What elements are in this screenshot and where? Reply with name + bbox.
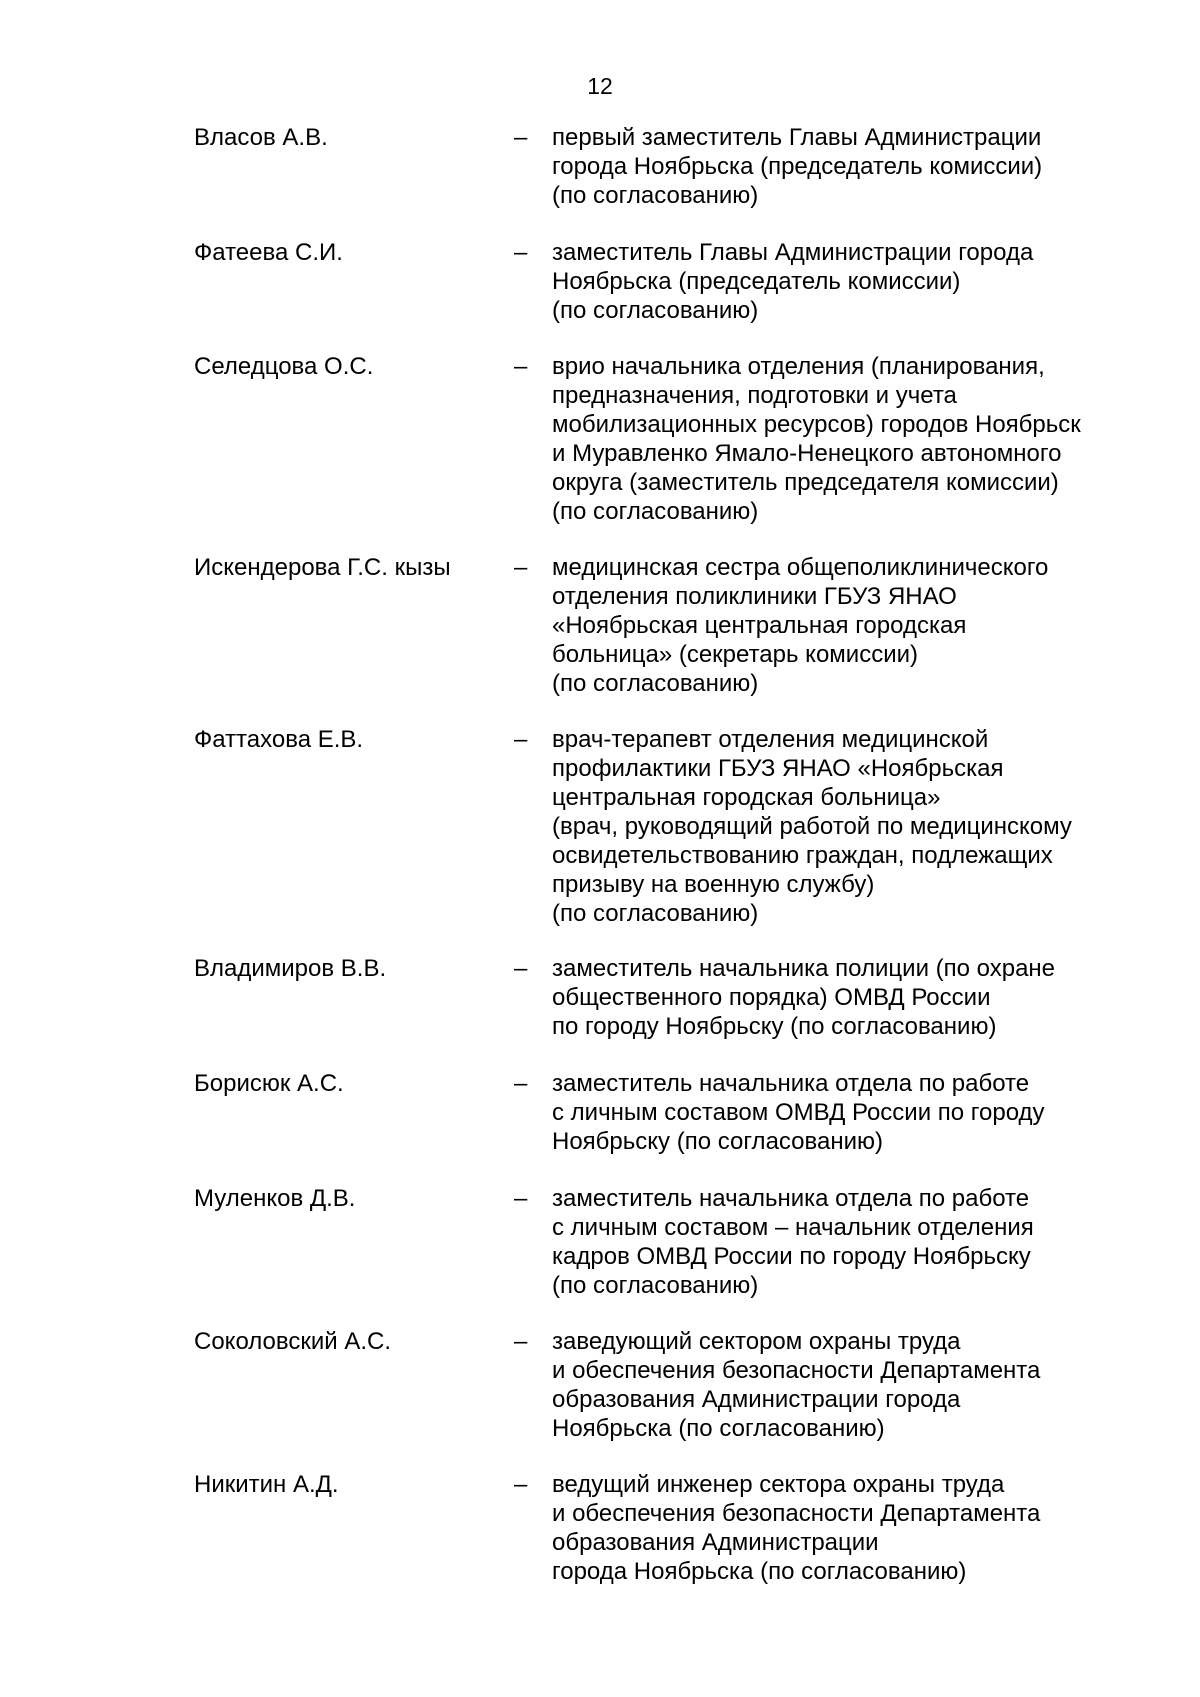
dash-separator: –	[514, 239, 528, 266]
dash-separator: –	[514, 353, 528, 380]
member-description: врио начальника отделения (планирования, предназначения, подготовки и учета мобилизационных ресурсов) городов Ноябрьск и Муравленко Ямало-Ненецкого автономного округа (заместитель председателя комиссии) (по согласованию)	[552, 353, 1081, 525]
member-name: Соколовский А.С.	[194, 1328, 392, 1355]
member-description: заместитель начальника отдела по работе с личным составом – начальник отделения кадров ОМВД России по городу Ноябрьску (по согласованию)	[552, 1185, 1034, 1299]
dash-separator: –	[514, 726, 528, 753]
member-name: Искендерова Г.С. кызы	[194, 554, 451, 581]
member-name: Борисюк А.С.	[194, 1070, 344, 1097]
member-description: заместитель начальника полиции (по охране общественного порядка) ОМВД России по городу Ноябрьску (по согласованию)	[552, 955, 1056, 1040]
dash-separator: –	[514, 554, 528, 581]
member-description: медицинская сестра общеполиклинического отделения поликлиники ГБУЗ ЯНАО «Ноябрьская центральная городская больница» (секретарь комиссии) (по согласованию)	[552, 554, 1049, 697]
page-number: 12	[587, 73, 613, 99]
member-name: Фатеева С.И.	[194, 239, 343, 266]
member-description: заведующий сектором охраны труда и обеспечения безопасности Департамента образования Администрации города Ноябрьска (по согласованию)	[552, 1328, 1041, 1442]
member-name: Владимиров В.В.	[194, 955, 387, 982]
member-name: Никитин А.Д.	[194, 1471, 339, 1498]
member-description: первый заместитель Главы Администрации города Ноябрьска (председатель комиссии) (по согласованию)	[552, 124, 1043, 209]
member-name: Власов А.В.	[194, 124, 328, 151]
dash-separator: –	[514, 124, 528, 151]
dash-separator: –	[514, 1328, 528, 1355]
member-description: заместитель Главы Администрации города Ноябрьска (председатель комиссии) (по согласованию)	[552, 239, 1034, 324]
dash-separator: –	[514, 1471, 528, 1498]
dash-separator: –	[514, 1185, 528, 1212]
member-description: врач-терапевт отделения медицинской профилактики ГБУЗ ЯНАО «Ноябрьская центральная городская больница» (врач, руководящий работой по медицинскому освидетельствованию граждан, подлежащих призыву на военную службу) (по согласованию)	[552, 726, 1072, 927]
member-description: заместитель начальника отдела по работе с личным составом ОМВД России по городу Ноябрьску (по согласованию)	[552, 1070, 1045, 1155]
dash-separator: –	[514, 1070, 528, 1097]
member-name: Фаттахова Е.В.	[194, 726, 364, 753]
member-description: ведущий инженер сектора охраны труда и обеспечения безопасности Департамента образования Администрации города Ноябрьска (по согласованию)	[552, 1471, 1041, 1585]
dash-separator: –	[514, 955, 528, 982]
member-name: Селедцова О.С.	[194, 353, 374, 380]
member-name: Муленков Д.В.	[194, 1185, 356, 1212]
